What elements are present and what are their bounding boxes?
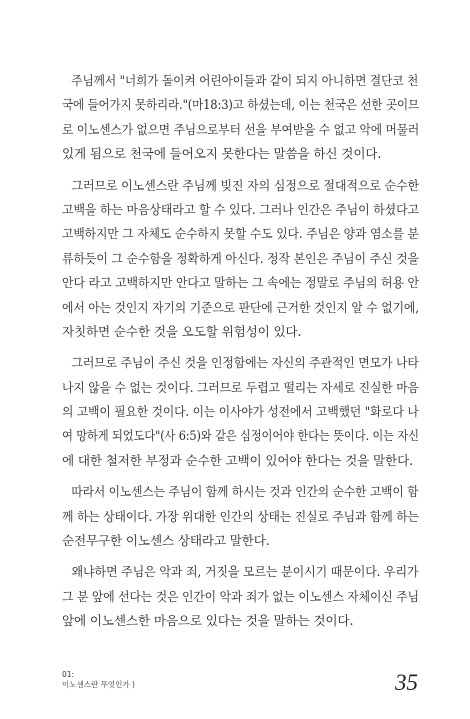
text-line: 의 고백이 필요한 것이다. 이는 이사야가 성전에서 고백했던 "화로다 나 bbox=[62, 404, 419, 420]
chapter-number: 01: bbox=[62, 670, 75, 679]
text-line: 그러므로 주님이 주신 것을 인정함에는 자신의 주관적인 면모가 나타 bbox=[71, 355, 419, 371]
text-line: 순전무구한 이노센스 상태라고 말한다. bbox=[62, 533, 270, 549]
paragraph bbox=[62, 480, 419, 553]
text-line: 께 하는 상태이다. 가장 위대한 인간의 상태는 진실로 주님과 함께 하는 bbox=[62, 508, 419, 524]
text-line: 로 이노센스가 없으면 주님으로부터 선을 부여받을 수 없고 악에 머물러 bbox=[62, 121, 420, 137]
running-footer bbox=[62, 670, 135, 690]
text-line: 에 대한 철저한 부정과 순수한 고백이 있어야 한다는 것을 말한다. bbox=[62, 452, 413, 468]
text-line: 고백을 하는 마음상태라고 할 수 있다. 그러나 인간은 주님이 하셨다고 bbox=[62, 201, 419, 217]
text-line: 국에 들어가지 못하리라."(마18:3)고 하셨는데, 이는 천국은 선한 곳이므 bbox=[62, 97, 419, 113]
text-line: 류하듯이 그 순수함을 정확하게 아신다. 정작 본인은 주님이 주신 것을 bbox=[62, 250, 419, 266]
text-line: 그러므로 이노센스란 주님께 빚진 자의 심정으로 절대적으로 순수한 bbox=[71, 177, 419, 193]
text-line: 왜냐하면 주님은 악과 죄, 거짓을 모르는 분이시기 때문이다. 우리가 bbox=[71, 564, 419, 580]
text-line: 나지 않을 수 없는 것이다. 그러므로 두렵고 떨리는 자세로 진실한 마음 bbox=[62, 379, 419, 395]
page-number: 35 bbox=[395, 670, 418, 695]
text-line: 있게 됨으로 천국에 들어오지 못한다는 말씀을 하신 것이다. bbox=[62, 146, 382, 162]
text-line: 주님께서 "너희가 돌이켜 어린아이들과 같이 되지 아니하면 결단코 천 bbox=[71, 73, 419, 88]
text-line: 여 망하게 되었도다"(사 6:5)와 같은 심정이어야 한다는 뜻이다. 이는 자신 bbox=[62, 428, 419, 444]
text-line: 그 분 앞에 선다는 것은 인간이 악과 죄가 없는 이노센스 자체이신 주님 bbox=[62, 588, 419, 604]
text-line: 안다 라고 고백하지만 안다고 말하는 그 속에는 정말로 주님의 허용 안 bbox=[62, 275, 419, 291]
paragraph bbox=[62, 351, 419, 473]
text-line: 따라서 이노센스는 주님이 함께 하시는 것과 인간의 순수한 고백이 함 bbox=[71, 484, 419, 500]
text-line: 앞에 이노센스한 마음으로 있다는 것을 말하는 것이다. bbox=[62, 613, 354, 629]
body-text bbox=[62, 69, 419, 641]
text-line: 자칫하면 순수한 것을 오도할 위험성이 있다. bbox=[62, 323, 302, 339]
paragraph bbox=[62, 174, 419, 345]
paragraph bbox=[62, 560, 419, 633]
text-line: 에서 아는 것인지 자기의 기준으로 판단에 근거한 것인지 알 수 없기에, bbox=[62, 299, 419, 315]
text-line: 고백하지만 그 자체도 순수하지 못할 수도 있다. 주님은 양과 염소를 분 bbox=[62, 226, 419, 242]
chapter-title: 이노센스란 무엇인가 ) bbox=[62, 680, 135, 689]
paragraph bbox=[62, 69, 419, 167]
